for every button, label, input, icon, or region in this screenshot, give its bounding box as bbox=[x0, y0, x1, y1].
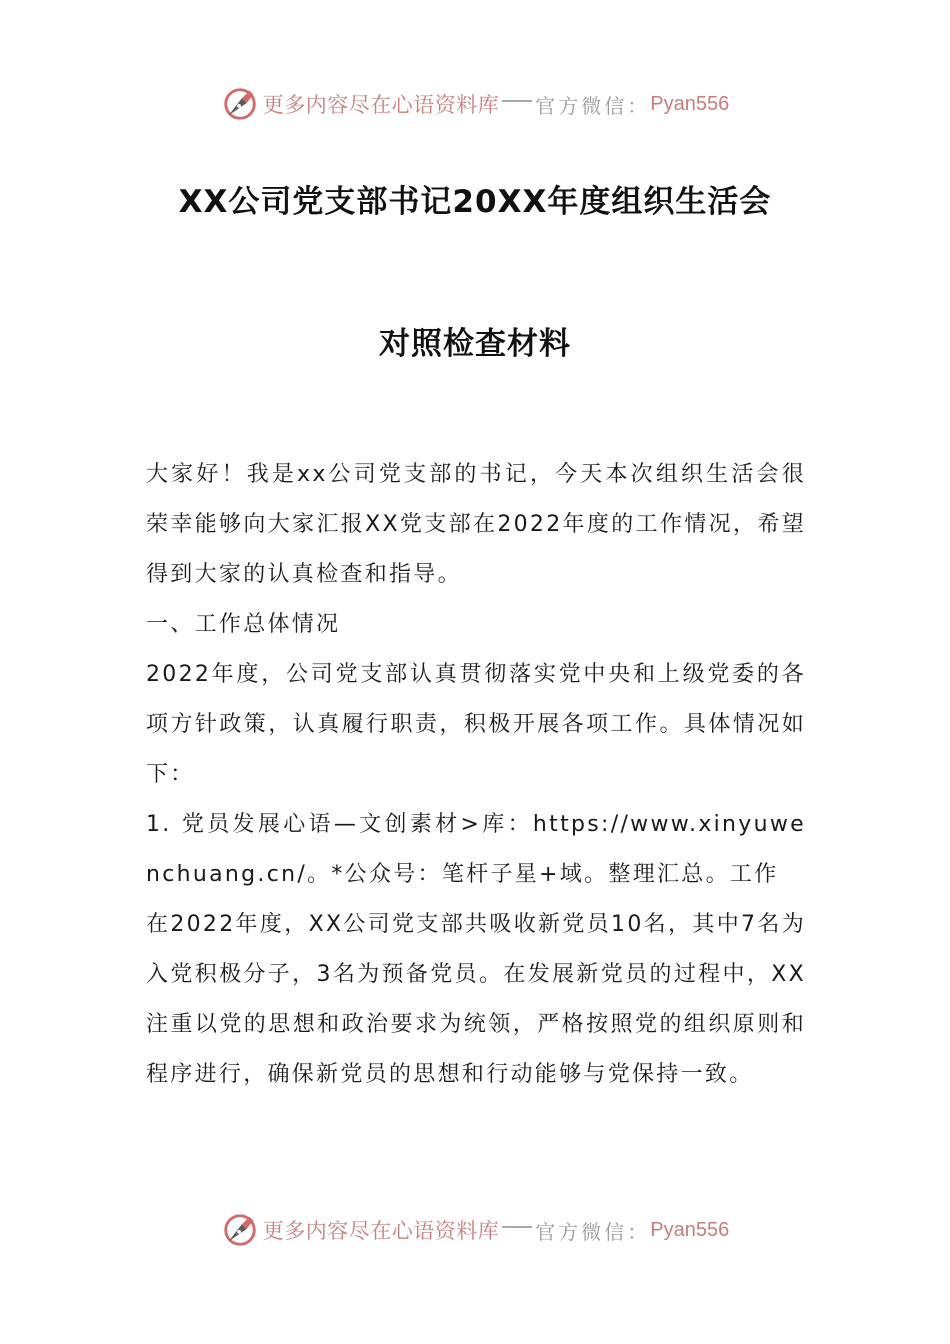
watermark-id: Pyan556 bbox=[650, 1218, 730, 1241]
document-body bbox=[146, 450, 806, 1100]
paragraph-membership: 在2022年度，XX公司党支部共吸收新党员10名，其中7名为入党积极分子，3名为预备党员。在发展新党员的过程中，XX注重以党的思想和政治要求为统领，严格按照党的组织原则和程序进行，确保新党员的思想和行动能够与党保持一致。 bbox=[146, 912, 806, 1087]
document-title-line1: XX公司党支部书记20XX年度组织生活会 bbox=[178, 184, 772, 220]
watermark-banner-bottom bbox=[0, 1210, 950, 1250]
pen-nib-circle-icon bbox=[221, 85, 259, 123]
watermark-banner-top bbox=[0, 84, 950, 124]
watermark-divider bbox=[502, 100, 532, 102]
paragraph-item-1: 1. 党员发展心语—文创素材>库：https://www.xinyuwenchuang.cn/。*公众号：笔杆子星+域。整理汇总。工作 bbox=[146, 812, 806, 887]
section-heading: 一、工作总体情况 bbox=[146, 612, 341, 637]
document-title-line2: 对照检查材料 bbox=[379, 326, 571, 362]
watermark-label: 官方微信： bbox=[535, 93, 651, 118]
watermark-label: 官方微信： bbox=[535, 1219, 651, 1244]
watermark-text: 更多内容尽在心语资料库 bbox=[262, 1219, 500, 1243]
pen-nib-circle-icon bbox=[221, 1211, 259, 1249]
paragraph-greeting: 大家好！我是xx公司党支部的书记，今天本次组织生活会很荣幸能够向大家汇报XX党支部在2022年度的工作情况，希望得到大家的认真检查和指导。 bbox=[146, 462, 806, 587]
watermark-divider bbox=[502, 1226, 532, 1228]
watermark-id: Pyan556 bbox=[650, 92, 730, 115]
watermark-text: 更多内容尽在心语资料库 bbox=[262, 93, 500, 117]
paragraph-overview: 2022年度，公司党支部认真贯彻落实党中央和上级党委的各项方针政策，认真履行职责，积极开展各项工作。具体情况如下： bbox=[146, 662, 806, 787]
